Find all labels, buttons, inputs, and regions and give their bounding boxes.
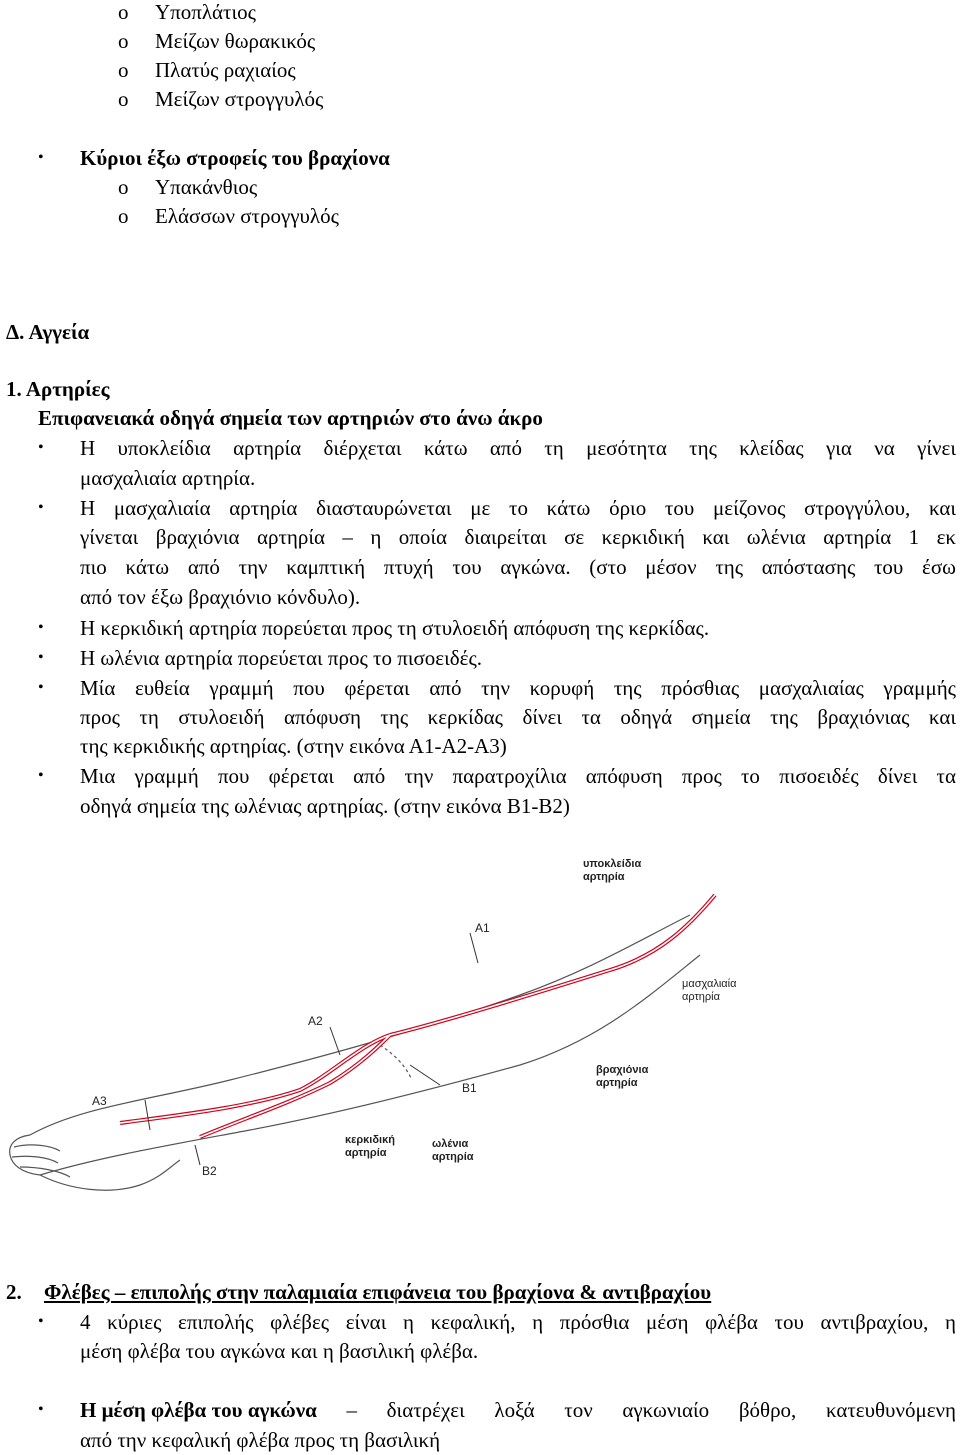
bullet-icon: • (38, 1401, 44, 1418)
artery-inner-line (390, 895, 715, 1035)
arteries-heading: 1. Αρτηρίες (6, 377, 110, 401)
sub-item: Μείζων στρογγυλός (155, 87, 324, 111)
bullet-line: Η ωλένια αρτηρία πορεύεται προς το πισοειδές. (80, 646, 483, 670)
label-a3: A3 (92, 1094, 107, 1108)
bullet-line: από τον έξω βραχιόνιο κόνδυλο). (80, 585, 361, 609)
bullet-line: Η κερκιδική αρτηρία πορεύεται προς τη στυλοειδή απόφυση της κερκίδας. (80, 616, 710, 640)
bullet-icon: • (38, 439, 44, 456)
label-ulnar-artery: αρτηρία (432, 1151, 474, 1163)
landmark-markers (145, 933, 478, 1165)
bullet-icon: • (38, 149, 44, 166)
bullet-line: οδηγά σημεία της ωλένιας αρτηρίας. (στην εικόνα Β1-Β2) (80, 794, 570, 818)
bullet-icon: • (38, 499, 44, 516)
label-radial-artery: αρτηρία (345, 1147, 387, 1159)
sub-marker: o (118, 58, 129, 82)
label-axillary-artery: αρτηρία (682, 991, 720, 1003)
sub-marker: o (118, 87, 129, 111)
sub-item: Υποπλάτιος (155, 0, 256, 24)
label-ulnar: ωλένια (432, 1138, 469, 1150)
rotators-title: Κύριοι έξω στροφείς του βραχίονα (80, 146, 390, 170)
bullet-line: Μία ευθεία γραμμή που φέρεται από την κορυφή της πρόσθιας μασχαλιαίας γραμμής (80, 676, 956, 700)
bullet-line: της κερκιδικής αρτηρίας. (στην εικόνα Α1-Α2-Α3) (80, 734, 507, 758)
label-subclavian-artery: αρτηρία (583, 871, 625, 883)
bullet-icon: • (38, 767, 44, 784)
label-radial: κερκιδική (345, 1134, 395, 1146)
arm-arteries-figure (0, 845, 960, 1225)
sub-item: Ελάσσων στρογγυλός (155, 204, 339, 228)
bullet-line: 4 κύριες επιπολής φλέβες είναι η κεφαλική, η πρόσθια μέση φλέβα του αντιβραχίου, η (80, 1310, 956, 1334)
artery-line (390, 895, 715, 1035)
label-b1: B1 (462, 1081, 477, 1095)
bullet-line: πιο κάτω από την καμπτική πτυχή του αγκώνα. (στο μέσον της απόστασης του έσω (80, 555, 956, 579)
median-cubital-vein-desc: – διατρέχει λοξά τον αγκωνιαίο βόθρο, κατευθυνόμενη (316, 1398, 956, 1422)
bullet-icon: • (38, 1313, 44, 1330)
sub-marker: o (118, 29, 129, 53)
median-cubital-vein-term: Η μέση φλέβα του αγκώνα (80, 1398, 317, 1422)
label-axillary: μασχαλιαία (682, 978, 737, 990)
label-a2: A2 (308, 1014, 323, 1028)
sub-item: Υπακάνθιος (155, 175, 258, 199)
label-brachial: βραχιόνια (596, 1064, 649, 1076)
bullet-line: Η μασχαλιαία αρτηρία διασταυρώνεται με το κάτω όριο του μείζονος στρογγύλου, και (80, 496, 956, 520)
arteries-subheading: Επιφανειακά οδηγά σημεία των αρτηριών στο άνω άκρο (38, 406, 543, 430)
label-b2: B2 (202, 1164, 217, 1178)
bullet-icon: • (38, 649, 44, 666)
label-subclavian: υποκλείδια (583, 858, 642, 870)
sub-item: Μείζων θωρακικός (155, 29, 316, 53)
sub-marker: o (118, 175, 129, 199)
bullet-line: από την κεφαλική φλέβα προς τη βασιλική (80, 1428, 441, 1452)
section-title: Δ. Αγγεία (6, 320, 90, 344)
bullet-line: γίνεται βραχιόνια αρτηρία – η οποία διαιρείται σε κερκιδική και ωλένια αρτηρία 1 εκ (80, 525, 956, 549)
artery-paths (120, 895, 715, 1137)
bullet-line: προς τη στυλοειδή απόφυση της κερκίδας δίνει τα οδηγά σημεία της βραχιόνιας και (80, 705, 956, 729)
bullet-line: Μια γραμμή που φέρεται από την παρατροχίλια απόφυση προς το πισοειδές δίνει τα (80, 764, 956, 788)
bullet-icon: • (38, 619, 44, 636)
bullet-line: Η υποκλείδια αρτηρία διέρχεται κάτω από τη μεσότητα της κλείδας για να γίνει (80, 436, 956, 460)
vein-bullet-line (80, 1398, 956, 1422)
sub-marker: o (118, 204, 129, 228)
label-brachial-artery: αρτηρία (596, 1077, 638, 1089)
bullet-line: μασχαλιαία αρτηρία. (80, 466, 256, 490)
bullet-line: μέση φλέβα του αγκώνα και η βασιλική φλέβα. (80, 1339, 479, 1363)
sub-item: Πλατύς ραχιαίος (155, 58, 296, 82)
bullet-icon: • (38, 679, 44, 696)
veins-number: 2. (6, 1280, 22, 1304)
sub-marker: o (118, 0, 129, 24)
veins-heading: Φλέβες – επιπολής στην παλαμιαία επιφάνεια του βραχίονα & αντιβραχίου (44, 1280, 712, 1304)
label-a1: A1 (475, 921, 490, 935)
